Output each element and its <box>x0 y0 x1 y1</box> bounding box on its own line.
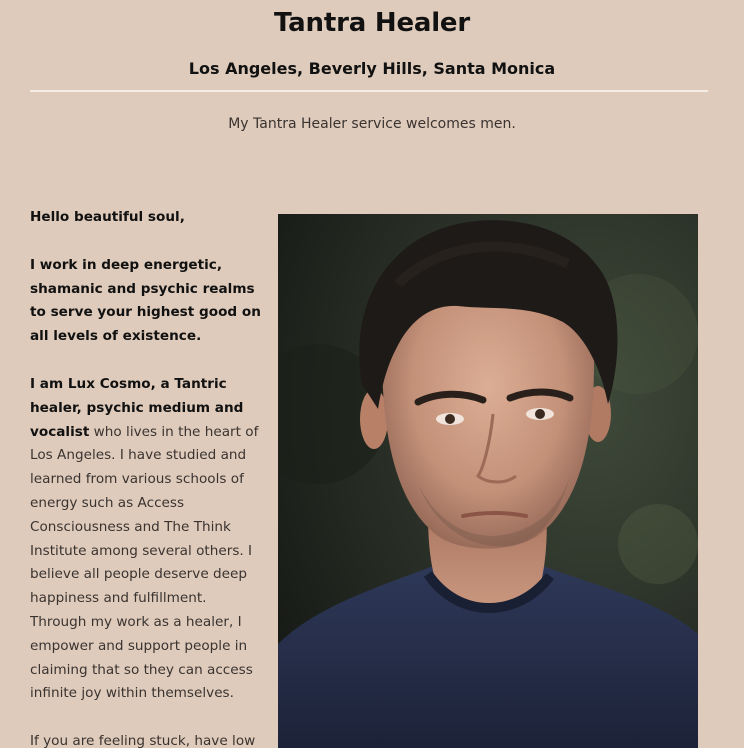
welcome-text: My Tantra Healer service welcomes men. <box>228 116 516 132</box>
header-divider <box>30 90 708 92</box>
page-title: Tantra Healer <box>274 8 470 38</box>
portrait-photo <box>278 214 698 748</box>
bio-text-column <box>30 206 262 748</box>
bio-next-paragraph: If you are feeling stuck, have low <box>30 733 256 748</box>
bio-about-rest: who lives in the heart of Los Angeles. I have studied and learned from various schools of energy such as Access Consciousness and The Think Institute among several others. I believe all people deserve deep happiness and fulfillment. Through my work as a healer, I empower and support people in claiming that so they can access infinite joy within themselves. <box>30 423 259 702</box>
bio-intro: I work in deep energetic, shamanic and psychic realms to serve your highest good on all levels of existence. <box>30 256 261 345</box>
bio-greeting: Hello beautiful soul, <box>30 209 185 225</box>
page-subtitle-locations: Los Angeles, Beverly Hills, Santa Monica <box>188 59 556 78</box>
portrait-illustration <box>278 214 698 748</box>
bio-about-bold: I am Lux Cosmo, a Tantric healer, psychic medium and vocalist <box>30 375 244 440</box>
bio-about <box>30 373 262 706</box>
